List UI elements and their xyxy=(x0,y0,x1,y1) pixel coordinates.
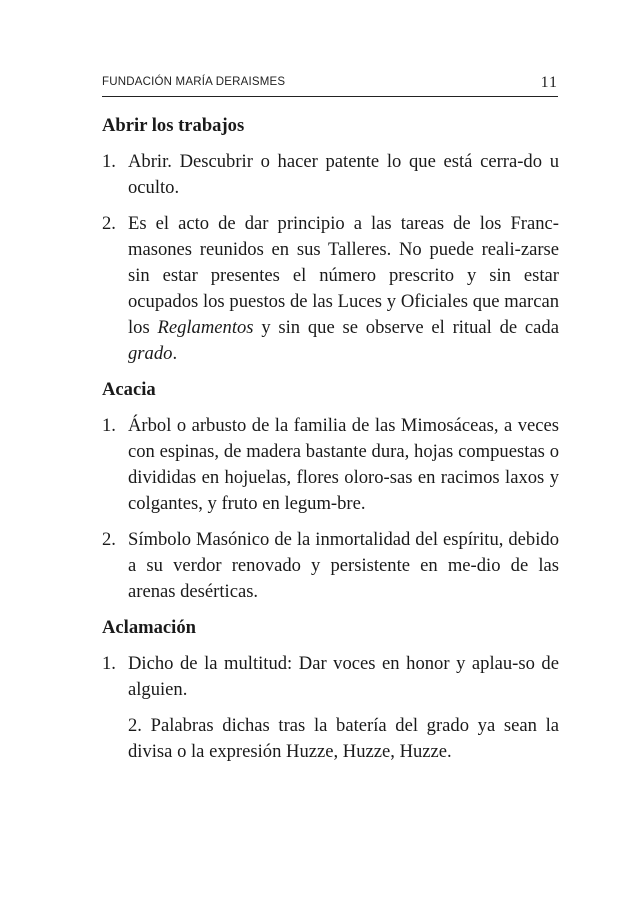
entry-title: Acacia xyxy=(102,379,156,400)
definition-item xyxy=(102,211,559,367)
definition-item xyxy=(102,413,559,517)
definition-text: Símbolo Masónico de la inmortalidad del espíritu, debido a su verdor renovado y persistente en me-dio de las arenas desérticas. xyxy=(128,529,559,602)
item-number: 1. xyxy=(102,653,116,674)
definition-text: Abrir. Descubrir o hacer patente lo que está cerra-do u oculto. xyxy=(128,151,559,198)
emphasis-grado: grado xyxy=(128,343,173,364)
definition-item xyxy=(102,149,559,201)
definition-text: 2. Palabras dichas tras la batería del grado ya sean la divisa o la expresión Huzze, Huzze, Huzze. xyxy=(128,715,559,762)
definition-text: . xyxy=(172,343,178,364)
definition-text: Árbol o arbusto de la familia de las Mimosáceas, a veces con espinas, de madera bastante dura, hojas compuestas o divididas en hojuelas, flores oloro-sas en racimos laxos y colgantes, y fruto en legum-bre. xyxy=(128,415,559,514)
definition-item xyxy=(102,651,559,703)
definition-item xyxy=(102,527,559,605)
definition-text: Dicho de la multitud: Dar voces en honor y aplau-so de alguien. xyxy=(128,653,559,700)
definition-text: y sin que se observe el ritual de cada xyxy=(253,317,559,338)
definition-text: Es el acto de dar principio a las tareas de los Franc-masones reunidos en sus Talleres. No puede reali-zarse sin estar presentes el número prescrito y sin estar ocupados los puestos de las Luces y Oficiales que marcan los xyxy=(128,213,559,338)
entry-title: Abrir los trabajos xyxy=(102,115,245,136)
item-number: 2. xyxy=(102,213,116,234)
header-title: FUNDACIÓN MARÍA DERAISMES xyxy=(102,76,286,88)
emphasis-reglamentos: Reglamentos xyxy=(157,317,254,338)
item-number: 1. xyxy=(102,415,116,436)
item-number: 2. xyxy=(102,529,116,550)
entry-acacia xyxy=(102,377,559,605)
entry-aclamacion xyxy=(102,615,559,765)
item-number: 1. xyxy=(102,151,116,172)
entry-abrir-los-trabajos xyxy=(102,113,559,367)
page-number: 11 xyxy=(540,74,558,91)
entry-title: Aclamación xyxy=(102,617,196,638)
definition-item xyxy=(102,713,559,765)
running-header xyxy=(102,74,558,97)
page-content xyxy=(102,113,559,775)
